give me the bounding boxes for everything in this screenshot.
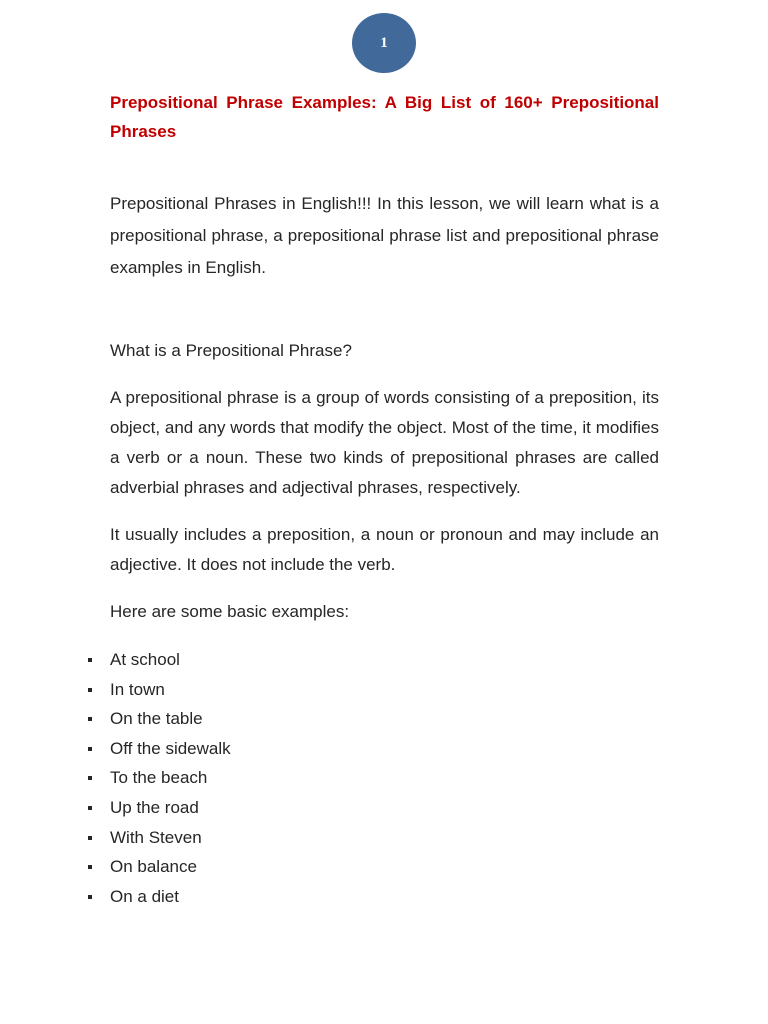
- bullet-icon: [88, 806, 92, 810]
- list-item: [86, 823, 646, 853]
- list-item: [86, 734, 646, 764]
- includes-paragraph: It usually includes a preposition, a noun or pronoun and may include an adjective. It does not include the verb.: [110, 525, 659, 574]
- list-item: [86, 763, 646, 793]
- list-item-text: With Steven: [110, 827, 202, 847]
- section-question: What is a Prepositional Phrase?: [110, 341, 352, 360]
- list-item: [86, 675, 646, 705]
- document-title: Prepositional Phrase Examples: A Big List of 160+ Prepositional Phrases: [110, 93, 659, 141]
- list-item-text: In town: [110, 679, 165, 699]
- definition-paragraph: A prepositional phrase is a group of words consisting of a preposition, its object, and any words that modify the object. Most of the time, it modifies a verb or a noun. These two kinds of prepositional phrases are called adverbial phrases and adjectival phrases, respectively.: [110, 388, 659, 497]
- bullet-icon: [88, 658, 92, 662]
- bullet-icon: [88, 836, 92, 840]
- list-item-text: On the table: [110, 709, 203, 729]
- list-item-text: Off the sidewalk: [110, 738, 231, 758]
- examples-lead: Here are some basic examples:: [110, 602, 350, 621]
- list-item-text: Up the road: [110, 797, 199, 817]
- list-item-text: To the beach: [110, 768, 208, 788]
- list-item: [86, 852, 646, 882]
- list-item: [86, 882, 646, 912]
- examples-list: [86, 645, 646, 911]
- list-item: [86, 793, 646, 823]
- bullet-icon: [88, 865, 92, 869]
- list-item-text: At school: [110, 650, 180, 669]
- list-item-text: On a diet: [110, 886, 179, 906]
- page-number-badge: 1: [352, 13, 416, 73]
- bullet-icon: [88, 747, 92, 751]
- bullet-icon: [88, 688, 92, 692]
- list-item: [86, 704, 646, 734]
- list-item-text: On balance: [110, 857, 197, 877]
- bullet-icon: [88, 895, 92, 899]
- bullet-icon: [88, 776, 92, 780]
- list-item: [86, 645, 646, 675]
- intro-paragraph: Prepositional Phrases in English!!! In this lesson, we will learn what is a prepositional phrase, a prepositional phrase list and prepositional phrase examples in English.: [110, 194, 659, 277]
- bullet-icon: [88, 717, 92, 721]
